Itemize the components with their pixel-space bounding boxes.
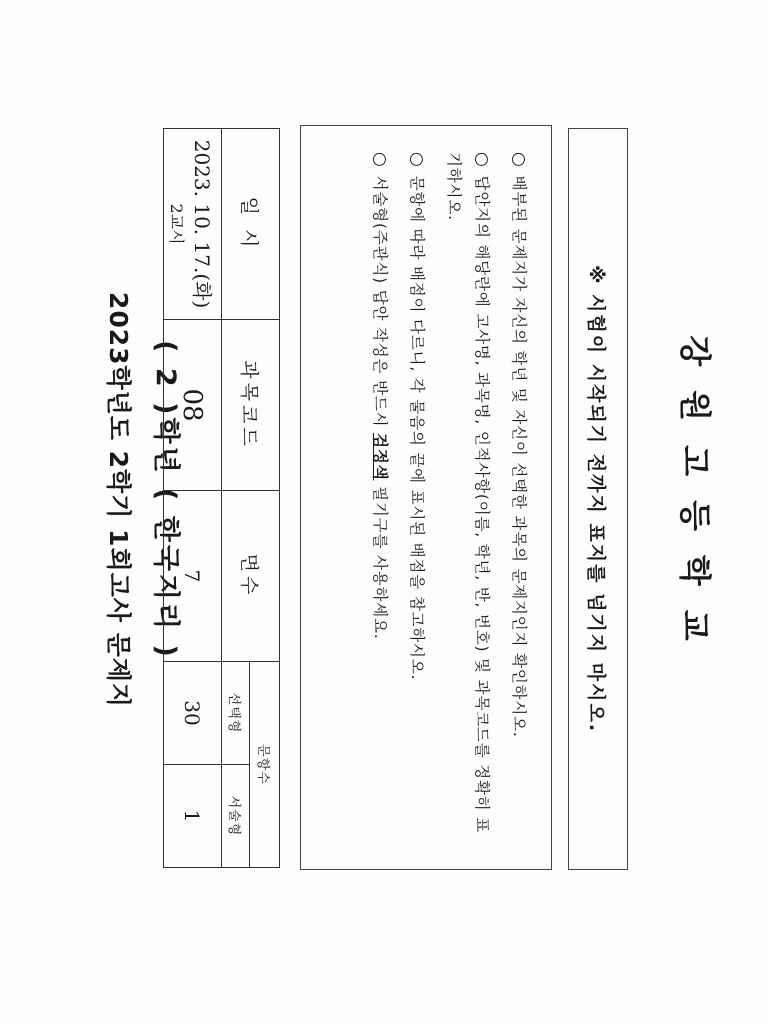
descriptive-header: 서술형 [222,765,250,868]
instruction-highlight: 검정색 [371,433,389,481]
exam-title: 2023학년도 2학기 1회고사 문제지 [104,291,133,709]
pages-value: 7 [164,491,222,662]
subject-code-header: 과목코드 [222,320,280,491]
instructions-box [300,125,552,870]
exam-date-cell [164,129,222,320]
warning-box: ※ 시험이 시작되기 전까지 표지를 넘기지 마시오. [568,128,628,870]
circle-bullet-icon: ○ [509,152,529,168]
question-count-header: 문항수 [250,662,280,868]
school-name: 강원고등학교 [676,335,714,665]
subject-code-value: 08 [164,320,222,491]
instruction-text-post: 필기구를 사용하세요. [371,480,389,640]
instruction-text: 답안지의 해당란에 고사명, 과목명, 인적사항(이름, 학년, 반, 번호) 및 과목코드를 정확히 표기하시오. [445,152,491,834]
circle-bullet-icon: ○ [472,152,492,168]
instruction-item [505,152,533,843]
multiple-choice-header: 선택형 [222,662,250,765]
exam-date: 2023. 10. 17.(화) [190,139,215,309]
instruction-text: 배부된 문제지가 자신의 학년 및 자신이 선택한 과목의 문제지인지 확인하시오. [510,175,528,738]
circle-bullet-icon: ○ [370,152,390,168]
descriptive-value: 1 [164,765,222,868]
multiple-choice-value: 30 [164,662,222,765]
exam-info-table [163,128,280,868]
exam-period: 2교시 [167,203,187,245]
exam-subtitle: ( 2 )학년 ( 한국지리 ) [150,340,181,660]
instruction-item [366,152,394,843]
date-header: 일 시 [222,129,280,320]
instruction-item [403,152,431,843]
instruction-text: 문항에 따라 배점이 다르니, 각 물음의 끝에 표시된 배점을 참고하시오. [408,175,426,681]
pages-header: 면수 [222,491,280,662]
circle-bullet-icon: ○ [407,152,427,168]
instruction-item [440,152,496,843]
instruction-text-pre: 서술형(주관식) 답안 작성은 반드시 [371,175,389,434]
